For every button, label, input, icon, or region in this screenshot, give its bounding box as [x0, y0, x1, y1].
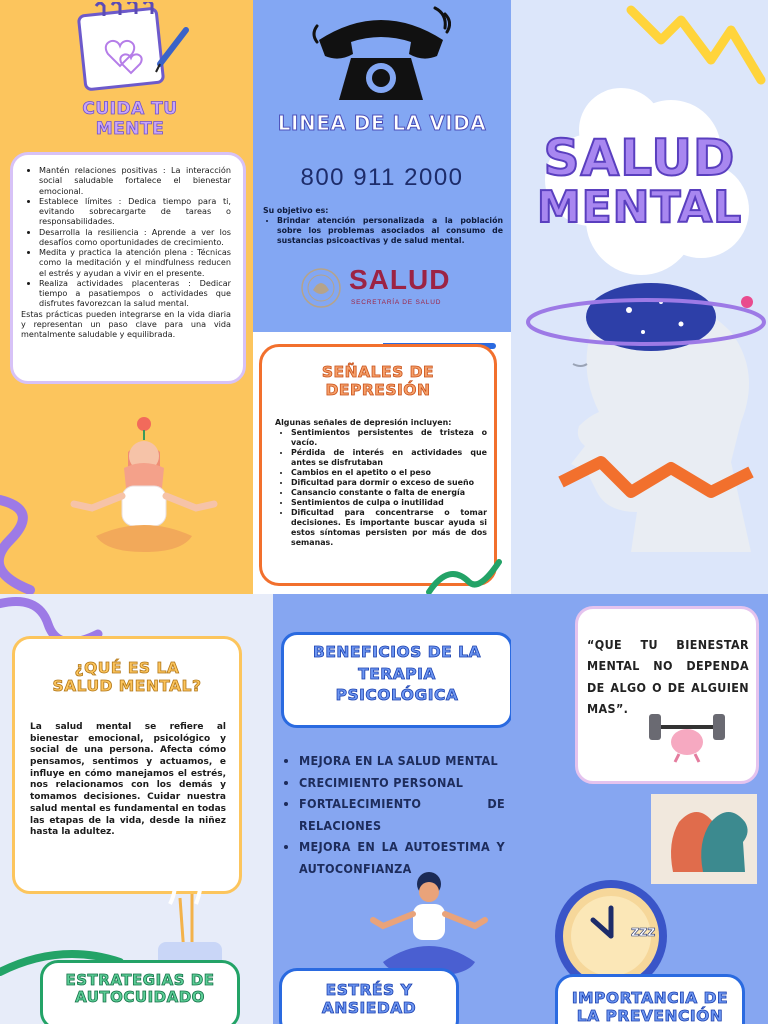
- notebook-heart-icon: [74, 2, 192, 94]
- title-line: MENTE: [95, 118, 165, 139]
- cuida-tu-mente-title: [30, 100, 230, 139]
- list-item: • Establece límites : Dedica tiempo para ti, evitando sobrecargarte de tareas o responsabilidades.: [39, 196, 231, 227]
- panel-quote: [511, 594, 768, 1024]
- panel-cover: [511, 0, 768, 594]
- mexico-seal-icon: [299, 266, 343, 310]
- cover-title: [511, 129, 768, 233]
- prevention-title: [555, 990, 745, 1024]
- title-line: PSICOLÓGICA: [335, 686, 459, 705]
- list-item: • MEJORA EN LA SALUD MENTAL: [299, 750, 505, 772]
- secretaria-salud-logo: [299, 266, 469, 310]
- depression-intro: Algunas señales de depresión incluyen:: [275, 418, 452, 427]
- meditating-woman-illustration: [66, 408, 221, 568]
- strategies-title: [40, 972, 240, 1007]
- linea-de-la-vida-title: LINEA DE LA VIDA: [277, 111, 487, 135]
- logo-subtitle: SECRETARÍA DE SALUD: [351, 299, 442, 306]
- title-line: AUTOCUIDADO: [75, 988, 205, 1007]
- list-item: • Pérdida de interés en actividades que antes se disfrutaban: [291, 448, 487, 468]
- title-line: MENTAL: [536, 181, 743, 233]
- head-brain-illustration: [521, 272, 768, 572]
- panel-linea-de-la-vida: [253, 0, 511, 332]
- depression-list-block: [275, 418, 487, 548]
- list-item: • MEJORA EN LA AUTOESTIMA Y AUTOCONFIANZA: [299, 836, 505, 879]
- title-line: SALUD MENTAL?: [52, 676, 202, 695]
- stress-title: [279, 982, 459, 1018]
- title-line: DEPRESIÓN: [325, 380, 431, 399]
- title-line: ESTRATEGIAS DE: [65, 971, 215, 989]
- list-item: • Desarrolla la resiliencia : Aprende a ver los desafíos como oportunidades de crecimiento.: [39, 227, 231, 248]
- squiggle-decoration: [0, 480, 70, 594]
- panel-senales-depresion: [253, 332, 511, 594]
- depression-title: [253, 364, 503, 400]
- panel-que-es-salud-mental: [0, 594, 273, 1024]
- list-item: • Brindar atención personalizada a la población sobre los problemas asociados al consumo de sustancias psicoactivas y de salud mental.: [277, 216, 503, 246]
- quote-text: “QUE TU BIENESTAR MENTAL NO DEPENDA DE ALGO O DE ALGUIEN MAS”.: [587, 637, 749, 716]
- list-item: • Medita y practica la atención plena : Técnicas como la meditación y el mindfulness reducen el estrés y ayudan a vivir en el presente.: [39, 247, 231, 278]
- list-item: • Dificultad para concentrarse o tomar decisiones. Es importante buscar ayuda si estos síntomas persisten por más de dos semanas.: [291, 508, 487, 548]
- objective-label: Su objetivo es:: [263, 206, 329, 215]
- benefits-title: [281, 642, 511, 707]
- list-item: • Mantén relaciones positivas : La interacción social saludable fortalece el bienestar emocional.: [39, 165, 231, 196]
- list-item: • FORTALECIMIENTO DE RELACIONES: [299, 793, 505, 836]
- phone-number[interactable]: 800 911 2000: [300, 164, 464, 191]
- title-line: ANSIEDAD: [321, 998, 417, 1017]
- list-item: • Cansancio constante o falta de energía: [291, 488, 487, 498]
- panel-beneficios-terapia: [273, 594, 511, 1024]
- brain-weight-icon: [645, 706, 729, 766]
- title-line: SALUD: [543, 129, 736, 187]
- logo-word: SALUD: [349, 264, 451, 295]
- title-line: ESTRÉS Y: [325, 981, 413, 999]
- list-item: • Realiza actividades placenteras : Dedicar tiempo a pasatiempos o actividades que disfrutes favorezcan la salud mental.: [39, 278, 231, 309]
- title-line: CUIDA TU: [82, 99, 178, 119]
- meditating-person-illustration: [369, 870, 489, 980]
- title-line: ¿QUÉ ES LA: [74, 659, 180, 677]
- telephone-icon: [311, 4, 451, 108]
- mind-tips-list: [21, 165, 231, 309]
- title-line: LA PREVENCIÓN: [576, 1006, 724, 1024]
- list-item: • Sentimientos de culpa o inutilidad: [291, 498, 487, 508]
- title-line: BENEFICIOS DE LA: [313, 643, 481, 661]
- what-is-body: La salud mental se refiere al bienestar emocional, psicológico y social de una persona. Afecta cómo pensamos, sentimos y actuamos, e influye en cómo manejamos el estrés, nos relacionamos con los demás y tomamos decisiones. Cuidar nuestra salud mental es fundamental en todas las etapas de la vida, desde la niñez hasta la adultez.: [30, 722, 226, 838]
- title-line: SEÑALES DE: [321, 363, 435, 381]
- title-line: TERAPIA: [358, 664, 436, 683]
- panel-cuida-tu-mente: [0, 0, 253, 594]
- list-item: • CRECIMIENTO PERSONAL: [299, 772, 505, 794]
- squiggle-decoration: [423, 552, 503, 594]
- two-heads-icon: [651, 794, 757, 884]
- what-is-title: [12, 660, 242, 696]
- mind-closing-text: Estas prácticas pueden integrarse en la vida diaria y representan un paso clave para una vida mentalmente saludable y equilibrada.: [21, 308, 231, 340]
- title-line: IMPORTANCIA DE: [571, 989, 729, 1007]
- svg-text:zzz: zzz: [631, 924, 656, 940]
- objective-block: [263, 206, 503, 246]
- benefits-list-block: [273, 750, 505, 879]
- cuida-tu-mente-card: [10, 152, 246, 384]
- list-item: • Sentimientos persistentes de tristeza o vacío.: [291, 428, 487, 448]
- list-item: • Cambios en el apetito o el peso: [291, 468, 487, 478]
- list-item: • Dificultad para dormir o exceso de sueño: [291, 478, 487, 488]
